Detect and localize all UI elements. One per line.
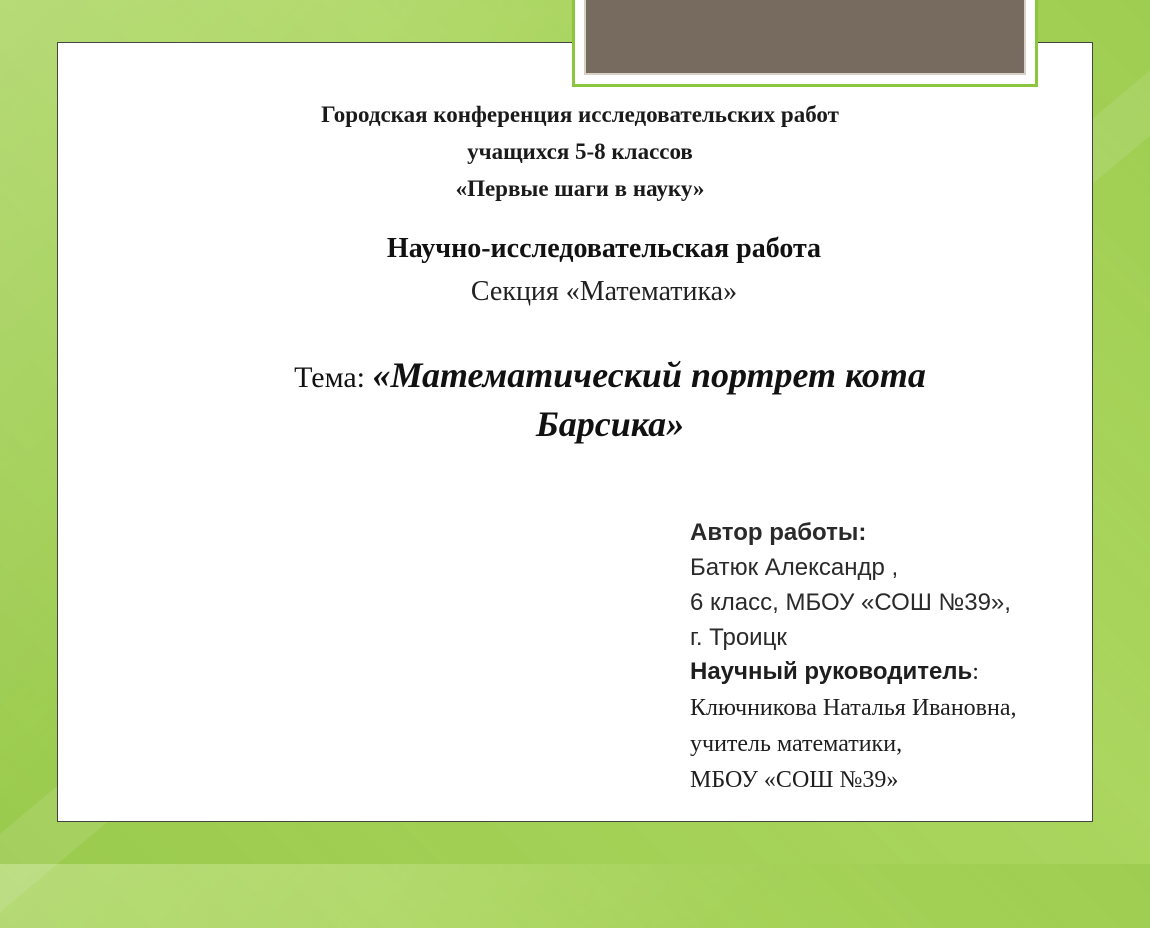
topic-label: Тема: <box>294 361 373 394</box>
supervisor-heading: Научный руководитель <box>690 658 973 685</box>
work-type-heading: Научно-исследовательская работа <box>386 233 822 264</box>
supervisor-info <box>690 654 1090 798</box>
topic-block <box>200 352 1020 447</box>
conference-name-line: «Первые шаги в науку» <box>455 176 705 201</box>
author-info <box>690 515 1090 655</box>
author-name: Батюк Александр , <box>690 554 899 581</box>
conference-header <box>180 96 980 207</box>
conference-title-line: Городская конференция исследовательских работ <box>321 102 839 127</box>
author-city: г. Троицк <box>690 624 787 651</box>
author-grade-school: 6 класс, МБОУ «СОШ №39», <box>690 589 1011 616</box>
section-label: Секция «Математика» <box>470 276 738 307</box>
supervisor-name: Ключникова Наталья Ивановна, <box>690 695 1017 721</box>
author-heading: Автор работы: <box>690 519 867 546</box>
supervisor-heading-colon: : <box>972 659 979 685</box>
supervisor-school: МБОУ «СОШ №39» <box>690 767 899 793</box>
topic-title-part2: Барсика» <box>535 404 685 444</box>
conference-participants-line: учащихся 5-8 классов <box>467 139 693 164</box>
topic-title-part1: «Математический портрет кота <box>372 355 926 395</box>
supervisor-position: учитель математики, <box>690 731 903 757</box>
title-placeholder-box <box>584 0 1026 75</box>
